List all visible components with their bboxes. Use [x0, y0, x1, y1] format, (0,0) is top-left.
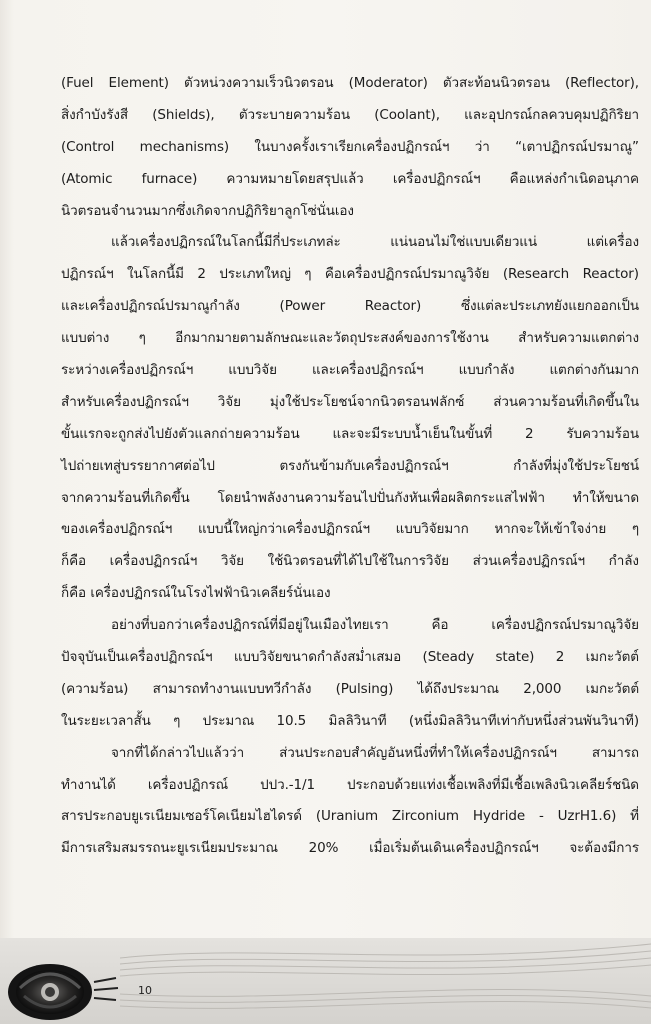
- text-word: ส่วนความร้อนที่เกิดขึ้นใน: [493, 393, 639, 410]
- text-word: ๆ: [631, 521, 639, 538]
- text-word: ตัวสะท้อนนิวตรอน: [442, 75, 550, 91]
- page-number: 10: [138, 984, 152, 997]
- text-word: เมื่อเริ่มต้นเดินเครื่องปฏิกรณ์ฯ: [369, 840, 539, 857]
- dark-circular-emblem-icon: [4, 952, 124, 1022]
- text-line: [61, 164, 639, 196]
- text-line: [61, 68, 639, 100]
- text-word: สำหรับเครื่องปฏิกรณ์ฯ: [61, 393, 189, 410]
- text-word: วิจัย: [217, 393, 241, 410]
- text-line: [61, 259, 639, 291]
- text-word: และจะมีระบบน้ำเย็นในขั้นที่: [332, 425, 493, 442]
- text-word: Hydride: [472, 808, 526, 825]
- text-word: “เตาปฏิกรณ์ปรมาณู”: [515, 138, 639, 155]
- text-word: กำลัง: [608, 553, 639, 570]
- text-word: Element): [108, 75, 169, 91]
- text-word: 2: [197, 266, 206, 283]
- text-word: จากความร้อนที่เกิดขึ้น: [61, 489, 190, 506]
- text-word: เครื่องปฏิกรณ์ฯ: [109, 553, 198, 570]
- text-word: โดยนำพลังงานความร้อนไปปั่นกังหันเพื่อผลิตกระแสไฟฟ้า: [217, 489, 545, 506]
- text-line: [61, 323, 639, 355]
- text-word: หากจะให้เข้าใจง่าย: [494, 521, 607, 538]
- text-word: มิลลิวินาที: [328, 712, 387, 729]
- text-word: 10.5: [276, 712, 307, 729]
- text-word: แต่เครื่อง: [586, 234, 639, 251]
- text-word: จากที่ได้กล่าวไปแล้วว่า: [111, 744, 245, 761]
- text-word: กำลังที่มุ่งใช้ประโยชน์: [513, 457, 639, 474]
- text-word: เครื่องปฏิกรณ์ปรมาณูวิจัย: [491, 617, 639, 634]
- text-line: [61, 387, 639, 419]
- text-word: สารประกอบยูเรเนียมเซอร์โคเนียมไฮไดรด์: [61, 808, 302, 825]
- text-word: -: [538, 808, 544, 825]
- text-word: นิวตรอนจำนวนมากซึ่งเกิดจากปฏิกิริยาลูกโซ่นั่นเอง: [61, 202, 354, 219]
- text-word: อย่างที่บอกว่าเครื่องปฏิกรณ์ที่มีอยู่ในเมืองไทยเรา: [111, 617, 389, 634]
- text-word: ทำงานได้: [61, 776, 116, 793]
- text-line: [61, 706, 639, 738]
- text-word: อีกมากมายตามลักษณะและวัตถุประสงค์ของการใช้งาน: [175, 330, 489, 347]
- text-word: (Reflector),: [564, 75, 639, 91]
- text-line: [61, 674, 639, 706]
- text-word: (ความร้อน): [61, 680, 129, 697]
- text-word: ประกอบด้วยแท่งเชื้อเพลิงที่มีเชื้อเพลิงนิวเคลียร์ชนิด: [347, 776, 639, 793]
- text-line: [61, 578, 639, 610]
- text-word: คือแหล่งกำเนิดอนุภาค: [509, 170, 639, 187]
- text-word: สามารถ: [591, 744, 639, 761]
- text-word: (Fuel: [61, 75, 94, 91]
- text-word: ในบางครั้งเราเรียกเครื่องปฏิกรณ์ฯ: [254, 138, 450, 155]
- text-word: ใช้นิวตรอนที่ได้ไปใช้ในการวิจัย: [267, 553, 449, 570]
- text-word: วิจัย: [220, 553, 244, 570]
- text-word: สามารถทำงานแบบทวีกำลัง: [152, 680, 312, 697]
- text-word: ปฏิกรณ์ฯ: [61, 266, 114, 283]
- body-text: [61, 68, 639, 865]
- text-word: (Uranium: [315, 808, 378, 825]
- text-line: [61, 833, 639, 865]
- text-line: [61, 291, 639, 323]
- text-word: แบบวิจัย: [228, 362, 277, 379]
- text-word: Reactor): [364, 298, 422, 315]
- text-word: ปปว.-1/1: [260, 776, 315, 793]
- text-word: 2: [555, 649, 565, 666]
- text-word: (หนึ่งมิลลิวินาทีเท่ากับหนึ่งส่วนพันวินาที): [408, 712, 639, 729]
- text-word: และเครื่องปฏิกรณ์ปรมาณูกำลัง: [61, 298, 240, 315]
- text-word: ระหว่างเครื่องปฏิกรณ์ฯ: [61, 362, 194, 379]
- text-word: ในระยะเวลาสั้น: [61, 712, 151, 729]
- text-line: [61, 355, 639, 387]
- text-line: [61, 546, 639, 578]
- text-word: คือ: [431, 617, 449, 634]
- text-word: ซึ่งแต่ละประเภทยังแยกออกเป็น: [460, 298, 639, 315]
- text-line: [61, 100, 639, 132]
- text-word: เมกะวัตต์: [585, 680, 639, 697]
- text-word: furnace): [141, 170, 198, 187]
- text-word: แตกต่างกันมาก: [549, 362, 639, 379]
- text-line: [61, 419, 639, 451]
- text-word: ส่วนประกอบสำคัญอันหนึ่งที่ทำให้เครื่องปฏิกรณ์ฯ: [279, 744, 557, 761]
- text-word: ๆ: [138, 330, 146, 347]
- text-word: คือเครื่องปฏิกรณ์ปรมาณูวิจัย: [324, 266, 490, 283]
- text-word: Zirconium: [391, 808, 459, 825]
- text-word: มีการเสริมสมรรถนะยูเรเนียมประมาณ: [61, 840, 278, 857]
- text-word: ตัวระบายความร้อน: [238, 106, 351, 123]
- page-footer: [0, 938, 651, 1024]
- text-word: ที่: [630, 808, 639, 825]
- text-word: ปัจจุบันเป็นเครื่องปฏิกรณ์ฯ: [61, 649, 213, 666]
- text-word: แล้วเครื่องปฏิกรณ์ในโลกนี้มีกี่ประเภทล่ะ: [111, 234, 341, 251]
- text-word: 2: [525, 425, 534, 442]
- text-word: state): [495, 649, 535, 666]
- text-word: (Control: [61, 138, 115, 155]
- text-word: และอุปกรณ์กลควบคุมปฏิกิริยา: [464, 106, 639, 123]
- text-word: ก็คือ: [61, 553, 87, 570]
- text-word: แบบต่าง: [61, 330, 110, 347]
- text-line: [61, 738, 639, 770]
- text-word: ก็คือ: [61, 585, 87, 602]
- text-word: ตรงกันข้ามกับเครื่องปฏิกรณ์ฯ: [279, 457, 449, 474]
- text-word: จะต้องมีการ: [569, 840, 639, 857]
- text-word: แบบกำลัง: [458, 362, 515, 379]
- text-line: [61, 132, 639, 164]
- text-word: ได้ถึงประมาณ: [417, 680, 499, 697]
- text-line: [61, 642, 639, 674]
- text-word: (Shields),: [152, 106, 215, 123]
- text-word: สิ่งกำบังรังสี: [61, 106, 129, 123]
- text-word: (Atomic: [61, 170, 113, 187]
- text-word: ขั้นแรกจะถูกส่งไปยังตัวแลกถ่ายความร้อน: [61, 425, 300, 442]
- text-word: แบบวิจัยขนาดกำลังสม่ำเสมอ: [233, 649, 402, 666]
- text-word: ตัวหน่วงความเร็วนิวตรอน: [184, 75, 334, 91]
- text-word: ประมาณ: [202, 712, 255, 729]
- text-word: ๆ: [304, 266, 312, 283]
- text-word: สำหรับความแตกต่าง: [518, 330, 639, 347]
- text-line: [61, 196, 639, 228]
- text-word: ความหมายโดยสรุปแล้ว: [226, 170, 364, 187]
- text-word: ในโลกนี้มี: [127, 266, 184, 283]
- text-word: (Pulsing): [335, 680, 394, 697]
- text-line: [61, 610, 639, 642]
- text-word: ส่วนเครื่องปฏิกรณ์ฯ: [472, 553, 586, 570]
- text-word: เมกะวัตต์: [585, 649, 639, 666]
- text-word: แบบวิจัยมาก: [395, 521, 469, 538]
- text-line: [61, 451, 639, 483]
- text-line: [61, 227, 639, 259]
- text-word: ว่า: [474, 138, 490, 155]
- text-word: Reactor): [582, 266, 639, 283]
- text-word: 20%: [308, 840, 339, 857]
- text-word: ไปถ่ายเทสู่บรรยากาศต่อไป: [61, 457, 215, 474]
- text-word: เครื่องปฏิกรณ์: [147, 776, 229, 793]
- text-word: ของเครื่องปฏิกรณ์ฯ: [61, 521, 173, 538]
- text-word: (Moderator): [348, 75, 428, 91]
- text-word: UzrH1.6): [557, 808, 617, 825]
- text-word: แน่นอนไม่ใช่แบบเดียวแน่: [390, 234, 538, 251]
- text-word: มุ่งใช้ประโยชน์จากนิวตรอนฟลักซ์: [269, 393, 465, 410]
- text-line: [61, 483, 639, 515]
- text-word: 2,000: [523, 680, 562, 697]
- text-word: (Steady: [422, 649, 475, 666]
- text-word: เครื่องปฏิกรณ์ฯ: [392, 170, 481, 187]
- text-word: (Research: [502, 266, 570, 283]
- text-line: [61, 514, 639, 546]
- text-line: [61, 801, 639, 833]
- text-word: ประเภทใหญ่: [219, 266, 291, 283]
- text-word: ๆ: [173, 712, 181, 729]
- text-word: (Coolant),: [374, 106, 440, 123]
- text-word: และเครื่องปฏิกรณ์ฯ: [311, 362, 424, 379]
- text-word: mechanisms): [139, 138, 230, 155]
- text-word: (Power: [279, 298, 326, 315]
- text-word: แบบนี้ใหญ่กว่าเครื่องปฏิกรณ์ฯ: [197, 521, 371, 538]
- text-word: ทำให้ขนาด: [572, 489, 639, 506]
- text-word: รับความร้อน: [566, 425, 639, 442]
- text-line: [61, 770, 639, 802]
- text-word: เครื่องปฏิกรณ์ในโรงไฟฟ้านิวเคลียร์นั่นเอง: [90, 585, 331, 602]
